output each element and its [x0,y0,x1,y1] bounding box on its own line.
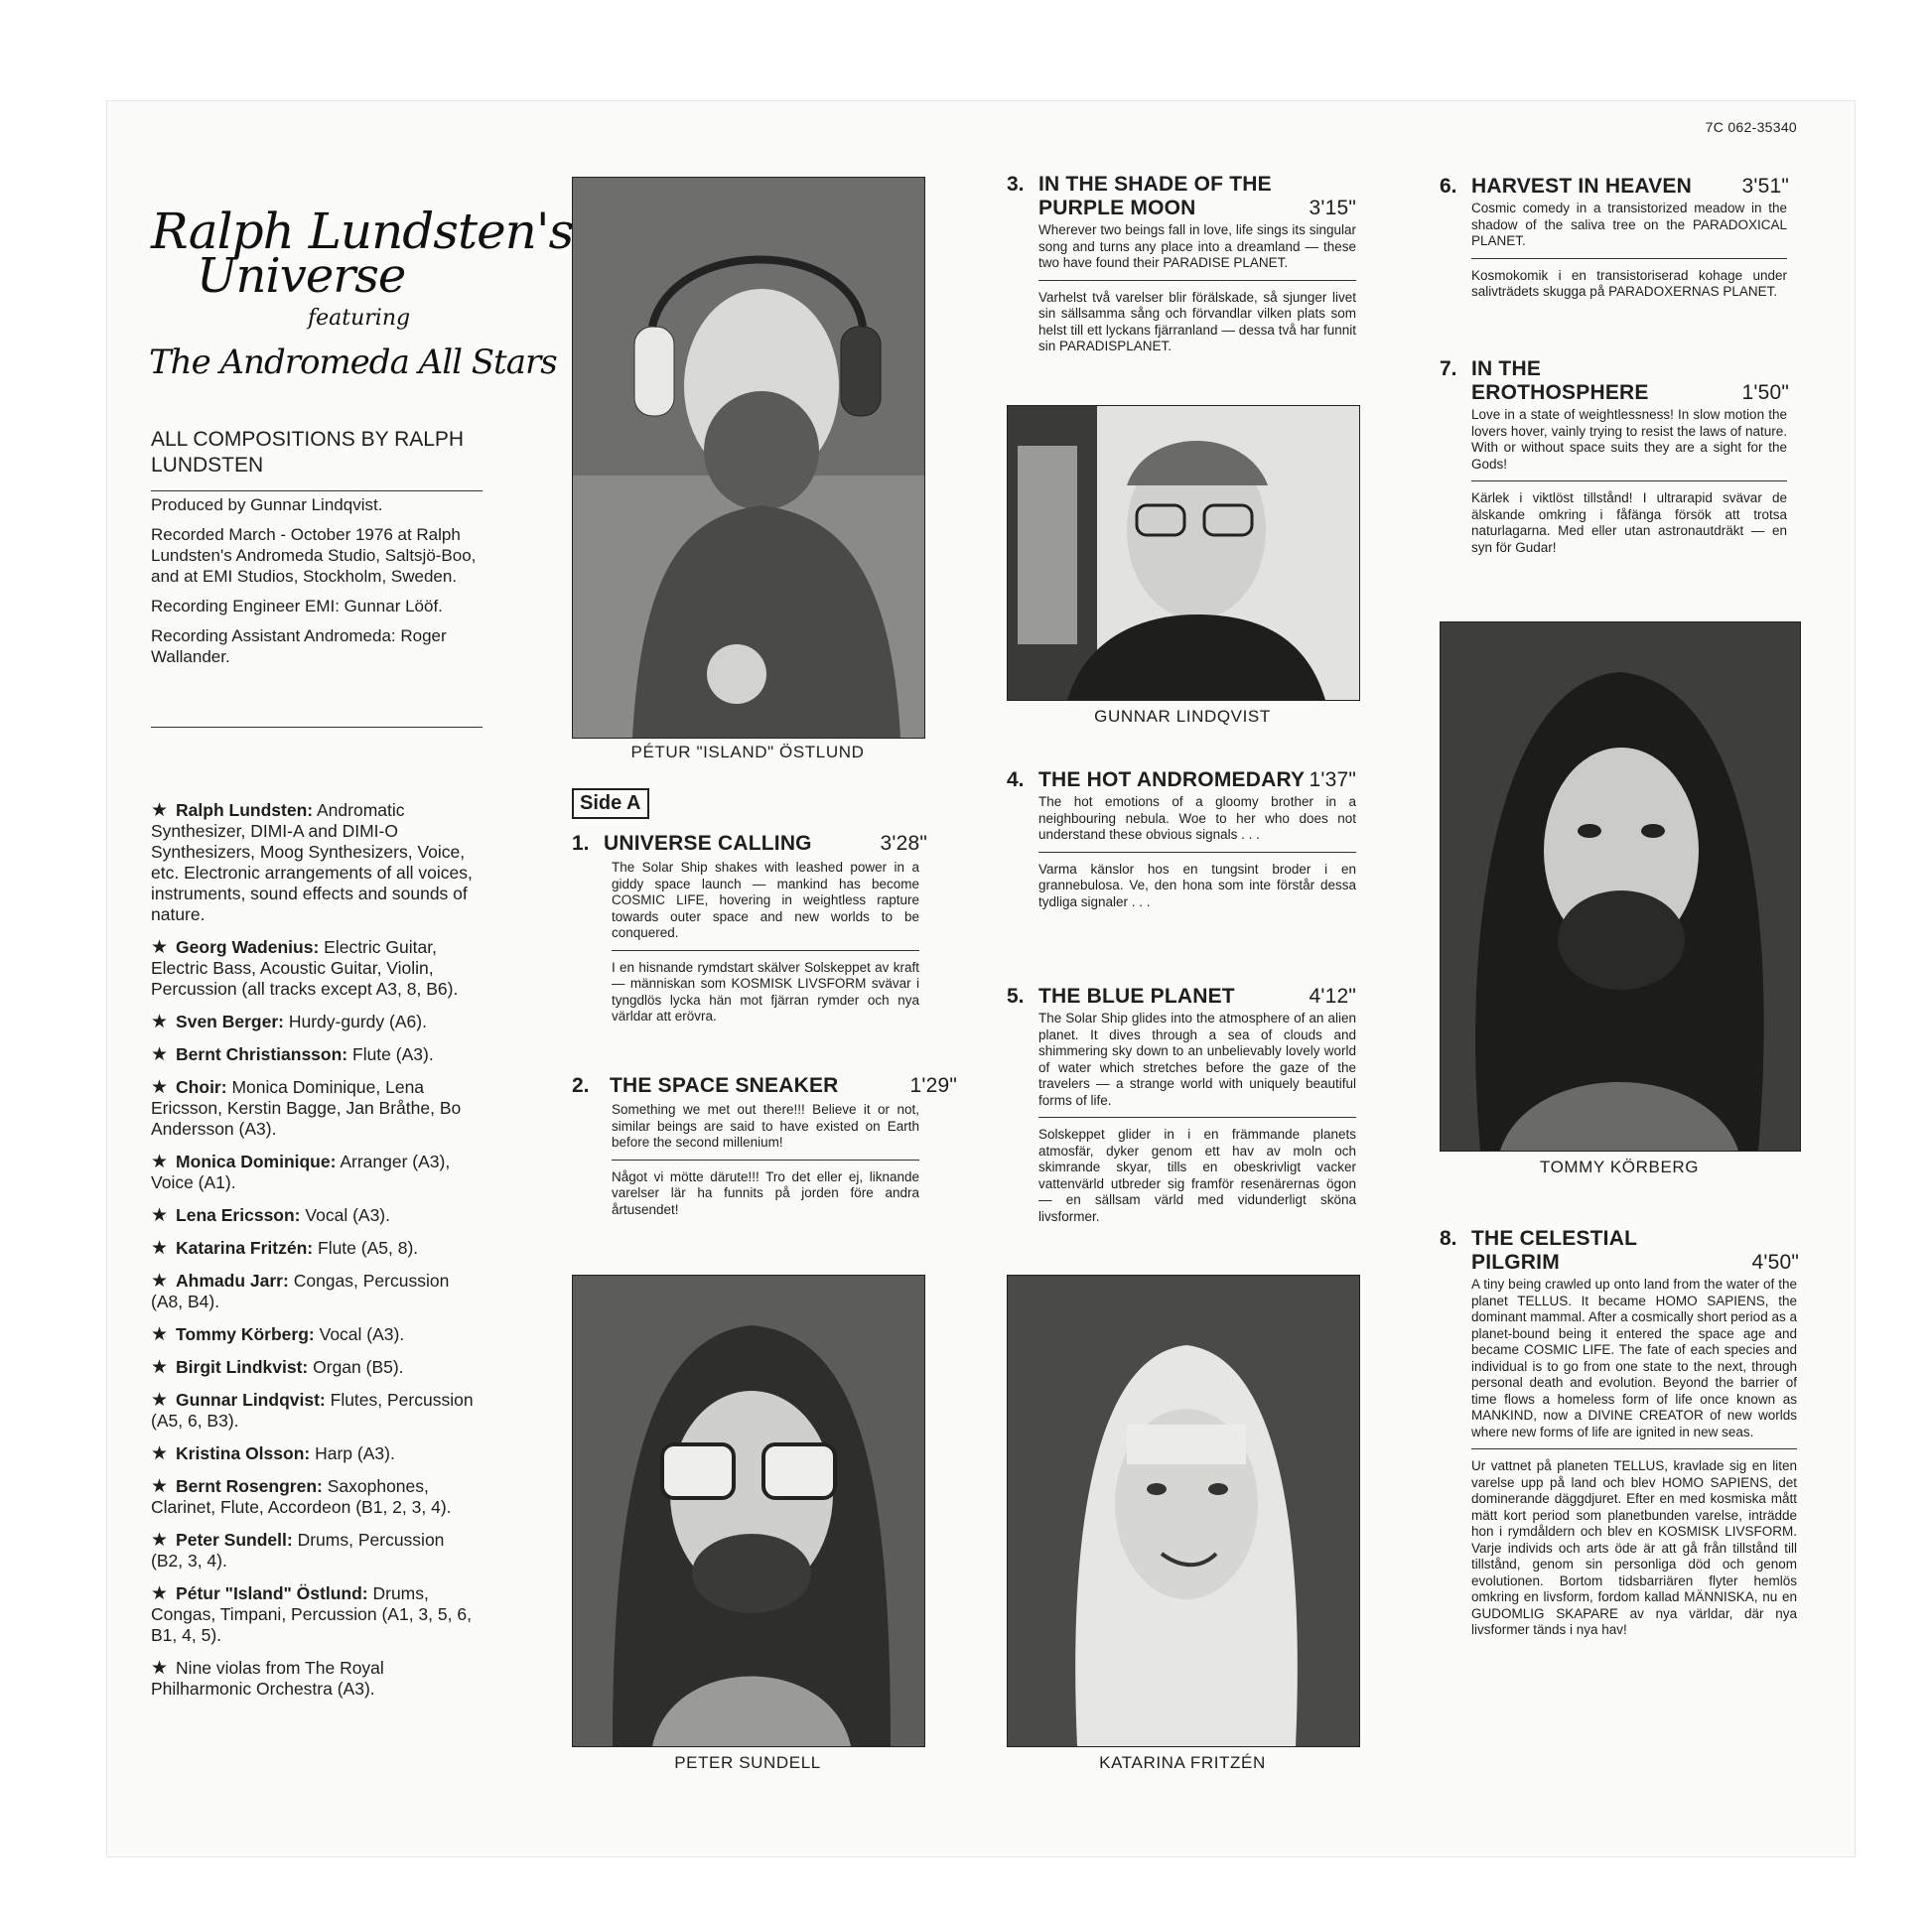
musician-role: Vocal (A3). [319,1324,405,1344]
star-icon: ★ [151,1044,169,1065]
track-title-row [1471,1227,1799,1275]
track-title: THE BLUE PLANET [1038,985,1235,1008]
track-title-row [610,1074,957,1098]
musician-name: Bernt Rosengren: [176,1476,323,1496]
star-icon: ★ [151,1205,169,1226]
track-description-sv: Ur vattnet på planeten TELLUS, kravlade sig en liten varelse upp på land och blev HOMO SAPIENS, det dominerande däggdjuret. Efter en med kosmiska mått mätt kort period som planetbunden varelse, inträdde hon i rymdåldern och blev en KOSMISK LIVSFORM. Varje individs och arts öde är att gå från tillstånd till tillstånd, genom sin personliga död och genom evolutionen. Bortom tidsbarriären flyter hemlös omkring en livsform, fordom kallad MÄNNISKA, nu en GUDOMLIG SKAPARE av nya världar, där nya livsformer tänds i nya hav! [1471,1448,1797,1639]
track-title-row [1038,173,1356,220]
star-icon: ★ [151,1390,169,1411]
track-time: 3'51" [1741,175,1789,198]
musician-role: Arranger (A3), Voice (A1). [151,1152,451,1192]
musician-entry [151,1324,479,1345]
musician-entry [151,800,479,925]
track-title: THE SPACE SNEAKER [610,1074,839,1097]
logo-line-1: Ralph Lundsten's [151,203,574,260]
star-icon: ★ [151,1152,169,1172]
catalog-number: 7C 062-35340 [1705,119,1797,135]
photo-peter-sundell [572,1275,925,1747]
track-time: 4'12" [1309,985,1356,1008]
star-icon: ★ [151,1357,169,1378]
track-description-en: Love in a state of weightlessness! In slow motion the lovers hover, vainly trying to resist the laws of nature. With or without space suits they are a sight for the Gods! [1471,407,1787,472]
musician-role: Saxophones, Clarinet, Flute, Accordeon (B1, 2, 3, 4). [151,1476,452,1517]
track-title-row [1471,357,1789,405]
track-title: IN THE EROTHOSPHERE [1471,357,1649,404]
star-icon: ★ [151,800,169,821]
credit-engineer: Recording Engineer EMI: Gunnar Lööf. [151,597,443,615]
star-icon: ★ [151,1012,169,1032]
track-description-sv: Kosmokomik i en transistoriserad kohage under salivträdets skugga på PARADOXERNAS PLANET. [1471,258,1787,301]
musician-role: Harp (A3). [315,1443,395,1463]
track-3 [1007,173,1356,355]
musician-name: Katarina Fritzén: [176,1238,314,1258]
logo-line-3: featuring [308,306,411,331]
musician-entry [151,1443,479,1464]
track-title: THE CELESTIAL PILGRIM [1471,1227,1637,1274]
musician-role: Flute (A5, 8). [318,1238,419,1258]
track-time: 1'37" [1309,768,1356,791]
track-number: 2. [572,1074,590,1097]
musician-name: Peter Sundell: [176,1530,293,1550]
track-description-sv: Varhelst två varelser blir förälskade, så sjunger livet sin sällsamma sång och förvandlar vilken plats som helst till ett lyckans fjärranland — dessa två har funnit sin PARADISPLANET. [1038,280,1356,355]
musician-name: Birgit Lindkvist: [176,1357,309,1377]
star-icon: ★ [151,1324,169,1345]
musician-entry [151,1152,479,1193]
track-description-en: The Solar Ship shakes with leashed power in a giddy space launch — mankind has become COSMIC LIFE, hovering in weightless rapture towards outer space and new worlds to be conquered. [612,860,919,940]
caption-petur: PÉTUR "ISLAND" ÖSTLUND [630,743,865,761]
track-7 [1440,357,1797,556]
liner-notes-sheet [107,101,1855,1856]
track-description-en: The Solar Ship glides into the atmosphere of an alien planet. It dives through a sea of clouds and shimmering sky down to an unbelievably lovely world of water which stretches before the gaze of the travelers — a strange world with uniquely beautiful forms of life. [1038,1011,1356,1108]
musician-name: Pétur "Island" Östlund: [176,1583,368,1603]
logo-line-4: The Andromeda All Stars [149,342,557,382]
track-description-en: A tiny being crawled up onto land from the water of the planet TELLUS. It became HOMO SAPIENS, the dominant mammal. After a cosmically short period as a planet-bound being it entered the space age and became COSMIC LIFE. The fate of each species and individual is to go from one state to the next, through personal death and evolution. Beyond the barrier of time flows a homeless form of life once known as MANKIND, now a DIVINE CREATOR of new worlds where new forms of life are ignited in new seas. [1471,1277,1797,1439]
musician-entry [151,937,479,1000]
divider [151,727,483,728]
track-number: 7. [1440,357,1457,380]
track-description-en: The hot emotions of a gloomy brother in a neighbouring nebula. Woe to her who does not understand these obvious signals . . . [1038,794,1356,842]
star-icon: ★ [151,1238,169,1259]
track-time: 1'29" [909,1074,957,1097]
divider [151,490,483,491]
star-icon: ★ [151,1476,169,1497]
track-title-row [604,832,927,856]
track-number: 8. [1440,1227,1457,1250]
musician-entry [151,1012,479,1032]
musician-name: Tommy Körberg: [176,1324,315,1344]
track-description-sv: Något vi mötte därute!!! Tro det eller ej, liknande varelser lär ha funnits på jorden före andra årtusendet! [612,1160,919,1219]
track-description-en: Cosmic comedy in a transistorized meadow in the shadow of the saliva tree on the PARADOXICAL PLANET. [1471,201,1787,248]
musician-name: Sven Berger: [176,1012,284,1031]
musician-role: Congas, Percussion (A8, B4). [151,1271,450,1311]
photo-petur-ostlund [572,177,925,739]
star-icon: ★ [151,1271,169,1292]
track-5 [1007,985,1356,1225]
musician-role: Drums, Percussion (B2, 3, 4). [151,1530,445,1571]
musician-name: Kristina Olsson: [176,1443,311,1463]
musician-role: Flute (A3). [352,1044,434,1064]
star-icon: ★ [151,1658,169,1679]
musician-entry [151,1044,479,1065]
musician-role: Electric Guitar, Electric Bass, Acoustic Guitar, Violin, Percussion (all tracks except A3, 8, B6). [151,937,459,999]
track-title-row [1471,175,1789,199]
compositions-by: ALL COMPOSITIONS BY RALPH LUNDSTEN [151,428,465,477]
track-description-sv: Kärlek i viktlöst tillstånd! I ultrarapid svävar de älskande omkring i fåfänga försök att trotsa naturlagarna. Med eller utan astronautdräkt — en syn för Gudar! [1471,480,1787,556]
track-time: 3'15" [1309,197,1356,219]
caption-tommy: TOMMY KÖRBERG [1539,1158,1700,1176]
track-description-sv: Solskeppet glider in i en främmande planets atmosfär, dyker genom ett hav av moln och skimrande skyar, tills en obeskrivligt vacker vattenvärld utbreder sig framför resenärernas ögon — en sällsam värld med vidunderligt sköna livsformer. [1038,1117,1356,1225]
track-time: 1'50" [1741,381,1789,404]
logo-line-2: Universe [197,248,406,304]
musician-name: Georg Wadenius: [176,937,320,957]
musician-entry [151,1583,479,1646]
track-2 [572,1074,957,1218]
credit-producer: Produced by Gunnar Lindqvist. [151,495,383,514]
track-number: 3. [1007,173,1025,196]
musician-entry [151,1530,479,1572]
track-description-en: Wherever two beings fall in love, life sings its singular song and turns any place into a dreamland — these two have found their PARADISE PLANET. [1038,222,1356,270]
musician-role: Flutes, Percussion (A5, 6, B3). [151,1390,474,1431]
musician-entry [151,1238,479,1259]
track-6 [1440,175,1797,301]
star-icon: ★ [151,1077,169,1098]
track-title: UNIVERSE CALLING [604,832,812,855]
musician-role: Drums, Congas, Timpani, Percussion (A1, 3, 5, 6, B1, 4, 5). [151,1583,472,1645]
track-4 [1007,768,1356,910]
track-time: 3'28" [880,832,927,855]
musician-name: Monica Dominique: [176,1152,337,1171]
musician-role: Monica Dominique, Lena Ericsson, Kerstin Bagge, Jan Bråthe, Bo Andersson (A3). [151,1077,462,1139]
track-title-row [1038,768,1356,792]
track-1 [572,832,927,1025]
musician-name: Ahmadu Jarr: [176,1271,289,1291]
track-title-row [1038,985,1356,1009]
musician-list [151,800,479,1711]
musician-entry [151,1357,479,1378]
caption-gunnar: GUNNAR LINDQVIST [1094,707,1271,726]
caption-katarina: KATARINA FRITZÉN [1099,1753,1266,1772]
track-number: 4. [1007,768,1025,791]
track-8 [1440,1227,1799,1639]
track-title: IN THE SHADE OF THE PURPLE MOON [1038,173,1272,219]
photo-katarina-fritzen [1007,1275,1360,1747]
track-number: 6. [1440,175,1457,198]
track-description-en: Something we met out there!!! Believe it or not, similar beings are said to have existed on Earth before the second millenium! [612,1102,919,1150]
musician-name: Ralph Lundsten: [176,800,314,820]
star-icon: ★ [151,937,169,958]
track-number: 5. [1007,985,1025,1008]
musician-name: Lena Ericsson: [176,1205,301,1225]
musician-role: Organ (B5). [313,1357,404,1377]
track-number: 1. [572,832,590,855]
star-icon: ★ [151,1530,169,1551]
photo-tommy-korberg [1440,621,1801,1152]
musician-name: Bernt Christiansson: [176,1044,348,1064]
photo-gunnar-lindqvist [1007,405,1360,701]
credit-assistant: Recording Assistant Andromeda: Roger Wallander. [151,626,447,666]
credit-recorded: Recorded March - October 1976 at Ralph Lundsten's Andromeda Studio, Saltsjö-Boo, and at EMI Studios, Stockholm, Sweden. [151,525,477,586]
caption-peter: PETER SUNDELL [674,1753,821,1772]
musician-entry [151,1077,479,1140]
musician-role: Andromatic Synthesizer, DIMI-A and DIMI-O Synthesizers, Moog Synthesizers, Voice, etc. Electronic arrangements of all voices, instruments, sound effects and sounds of nature. [151,800,473,924]
credits [151,494,479,676]
track-title: THE HOT ANDROMEDARY [1038,768,1306,791]
track-description-sv: I en hisnande rymdstart skälver Solskeppet av kraft — människan som KOSMISK LIVSFORM svävar i tyngdlös lycka hän mot fjärran rymder och nya världar att erövra. [612,950,919,1025]
musician-entry [151,1271,479,1312]
musician-name: Choir: [176,1077,227,1097]
musician-entry [151,1476,479,1518]
musician-role: Vocal (A3). [305,1205,390,1225]
star-icon: ★ [151,1583,169,1604]
musician-entry [151,1205,479,1226]
musician-name: Gunnar Lindqvist: [176,1390,326,1410]
track-description-sv: Varma känslor hos en tungsint broder i en grannebulosa. Ve, den hona som inte förstår dessa tydliga signaler . . . [1038,852,1356,911]
star-icon: ★ [151,1443,169,1464]
musician-entry [151,1390,479,1432]
track-title: HARVEST IN HEAVEN [1471,175,1692,198]
track-time: 4'50" [1751,1251,1799,1274]
musician-role: Nine violas from The Royal Philharmonic Orchestra (A3). [151,1658,384,1699]
musician-role: Hurdy-gurdy (A6). [288,1012,427,1031]
side-label: Side A [572,788,649,819]
musician-entry [151,1658,479,1700]
